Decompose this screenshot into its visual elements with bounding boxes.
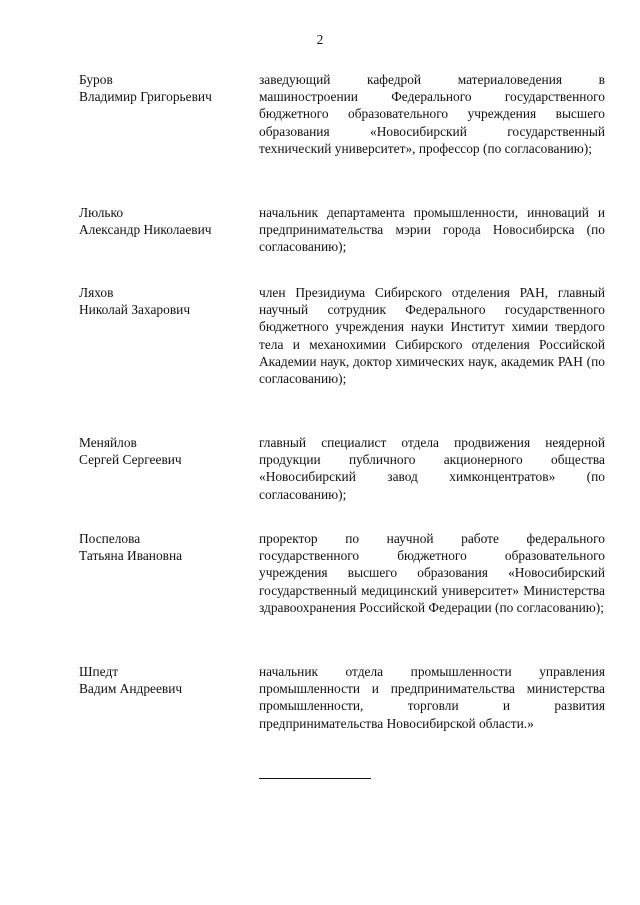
- member-name: [79, 284, 249, 318]
- member-position: начальник отдела промышленности управления промышленности и предпринимательства министерства промышленности, торговли и развития предпринимательства Новосибирской области.»: [259, 664, 605, 731]
- member-name: [79, 204, 249, 238]
- member-name: [79, 71, 249, 105]
- member-position: начальник департамента промышленности, инноваций и предпринимательства мэрии города Новосибирска (по согласованию);: [259, 205, 605, 255]
- member-surname: Поспелова: [79, 531, 141, 546]
- member-given-names: Вадим Андреевич: [79, 681, 183, 697]
- member-position: заведующий кафедрой материаловедения в машиностроении Федерального государственного бюджетного образовательного учреждения высшего образования «Новосибирский государственный технический университет», профессор (по согласованию);: [259, 72, 605, 156]
- member-position: член Президиума Сибирского отделения РАН, главный научный сотрудник Федерального государственного бюджетного учреждения науки Институт химии твердого тела и механохимии Сибирского отделения Российской Академии наук, доктор химических наук, академик РАН (по согласованию);: [259, 285, 605, 387]
- page-number: 2: [316, 32, 324, 47]
- member-surname: Люлько: [79, 205, 124, 220]
- member-position: проректор по научной работе федерального государственного бюджетного образовательного учреждения высшего образования «Новосибирский государственный медицинский университет» Министерства здравоохранения Российской Федерации (по согласованию);: [259, 531, 605, 615]
- member-given-names: Николай Захарович: [79, 302, 191, 318]
- member-given-names: Владимир Григорьевич: [79, 89, 212, 105]
- member-surname: Ляхов: [79, 285, 114, 300]
- member-name: [79, 434, 249, 468]
- member-name: [79, 530, 249, 564]
- member-surname: Шпедт: [79, 664, 119, 679]
- member-given-names: Татьяна Ивановна: [79, 548, 183, 564]
- member-surname: Буров: [79, 72, 113, 87]
- member-given-names: Александр Николаевич: [79, 222, 212, 238]
- member-surname: Меняйлов: [79, 435, 137, 450]
- member-position: главный специалист отдела продвижения неядерной продукции публичного акционерного общества «Новосибирский завод химконцентратов» (по согласованию);: [259, 435, 605, 502]
- closing-separator-line: [259, 778, 371, 779]
- member-name: [79, 663, 249, 697]
- member-given-names: Сергей Сергеевич: [79, 452, 182, 468]
